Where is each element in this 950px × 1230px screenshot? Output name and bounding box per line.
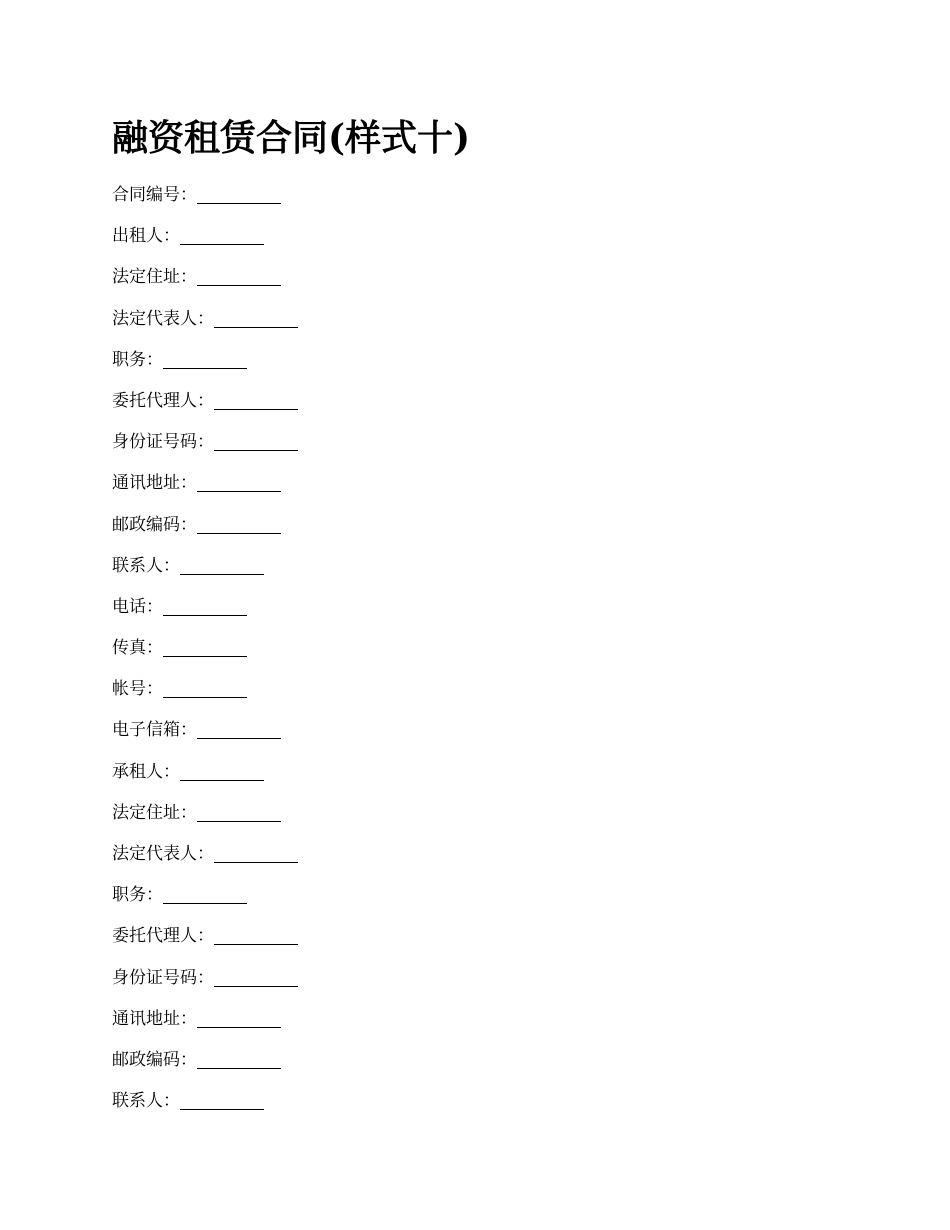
party-info-fields [112, 179, 872, 1126]
fill-blank [197, 469, 281, 492]
fill-blank [163, 675, 247, 698]
fill-blank [197, 799, 281, 822]
field-lessor-mailing-address [112, 467, 872, 508]
field-label: 法定代表人： [112, 844, 214, 864]
fill-blank [197, 716, 281, 739]
field-lessor-agent [112, 385, 872, 426]
fill-blank [180, 758, 264, 781]
field-lessee-contact [112, 1085, 872, 1126]
field-lessor-postal-code [112, 509, 872, 550]
field-lessor-position [112, 344, 872, 385]
field-lessor-contact [112, 550, 872, 591]
fill-blank [214, 922, 298, 945]
field-lessee-mailing-address [112, 1003, 872, 1044]
fill-blank [180, 222, 264, 245]
field-label: 法定住址： [112, 802, 197, 823]
field-label: 委托代理人： [112, 390, 214, 411]
field-label: 法定代表人： [112, 308, 214, 329]
field-lessor-address [112, 261, 872, 302]
field-lessor-phone [112, 591, 872, 632]
field-label: 出租人： [112, 226, 180, 247]
fill-blank [180, 1087, 264, 1110]
field-label: 承租人： [112, 761, 180, 782]
field-label: 邮政编码： [112, 1049, 197, 1070]
field-label: 通讯地址： [112, 1008, 197, 1029]
fill-blank [197, 511, 281, 534]
fill-blank [214, 428, 298, 451]
field-label: 委托代理人： [112, 926, 214, 947]
fill-blank [214, 964, 298, 987]
field-lessor-fax [112, 632, 872, 673]
field-label: 身份证号码： [112, 432, 214, 453]
fill-blank [214, 387, 298, 410]
field-label: 通讯地址： [112, 473, 197, 494]
fill-blank [197, 1005, 281, 1028]
field-label: 联系人： [112, 1091, 180, 1112]
fill-blank [197, 263, 281, 286]
fill-blank [163, 881, 247, 904]
field-lessor-legal-rep [112, 303, 872, 344]
fill-blank [197, 181, 281, 204]
field-lessor [112, 220, 872, 261]
field-lessee-postal-code [112, 1044, 872, 1085]
field-lessee-address [112, 797, 872, 838]
field-label: 身份证号码： [112, 967, 214, 988]
fill-blank [163, 634, 247, 657]
field-lessor-id-number [112, 426, 872, 467]
field-lessor-account [112, 673, 872, 714]
document-title: 融资租赁合同(样式十) [112, 117, 471, 159]
fill-blank [163, 593, 247, 616]
field-label: 联系人： [112, 555, 180, 576]
fill-blank [197, 1046, 281, 1069]
field-label: 电话： [112, 596, 163, 617]
field-label: 传真： [112, 638, 163, 659]
fill-blank [163, 346, 247, 369]
field-lessee-id-number [112, 962, 872, 1003]
field-label: 法定住址： [112, 267, 197, 288]
field-lessee-legal-rep [112, 838, 872, 879]
field-lessee [112, 756, 872, 797]
field-label: 帐号： [112, 679, 163, 700]
fill-blank [214, 305, 298, 328]
field-label: 电子信箱： [112, 720, 197, 741]
field-lessor-email [112, 714, 872, 755]
field-label: 邮政编码： [112, 514, 197, 535]
field-lessee-agent [112, 920, 872, 961]
field-lessee-position [112, 879, 872, 920]
fill-blank [180, 552, 264, 575]
field-contract-number [112, 179, 872, 220]
field-label: 合同编号： [112, 185, 197, 205]
field-label: 职务： [112, 885, 163, 906]
field-label: 职务： [112, 349, 163, 370]
fill-blank [214, 840, 298, 863]
